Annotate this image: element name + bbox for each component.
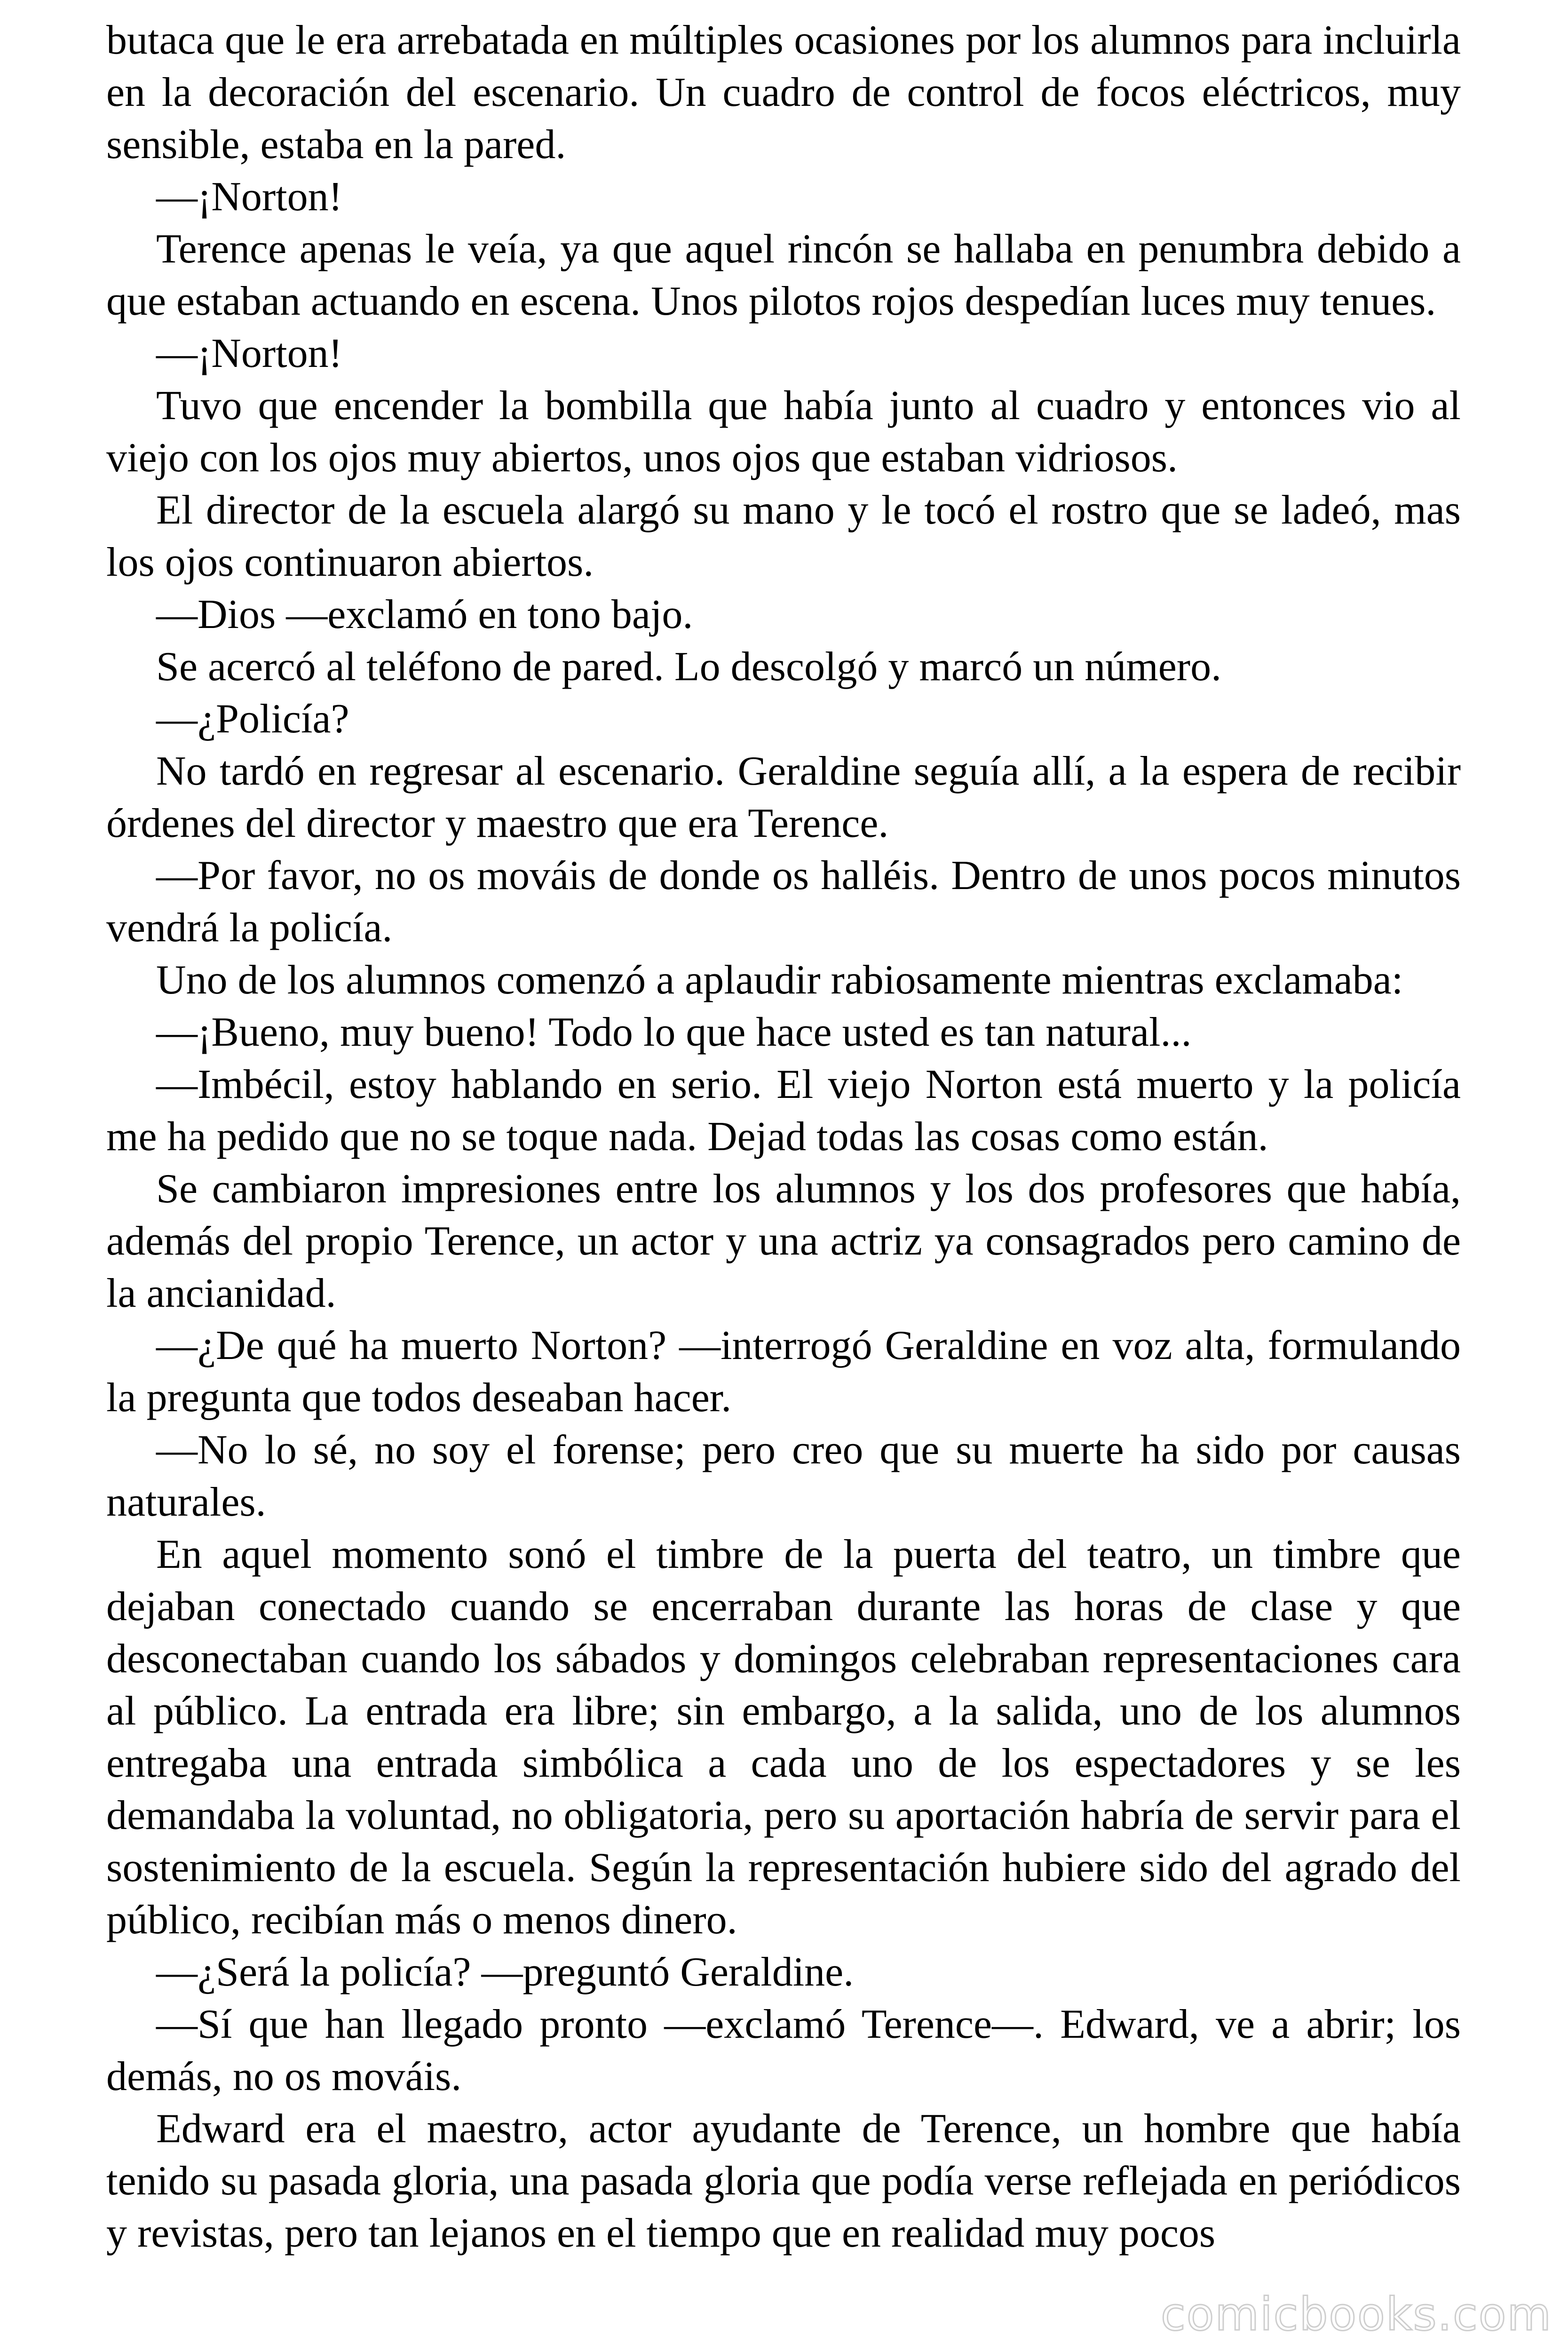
paragraph: Se acercó al teléfono de pared. Lo descolgó y marcó un número. [156,644,1222,690]
paragraph: —¡Bueno, muy bueno! Todo lo que hace usted es tan natural... [156,1009,1192,1055]
paragraph: Tuvo que encender la bombilla que había junto al cuadro y entonces vio al viejo con los ojos muy abiertos, unos ojos que estaban vidriosos. [106,383,1461,481]
paragraph: —Sí que han llegado pronto —exclamó Terence—. Edward, ve a abrir; los demás, no os mováis. [106,2002,1461,2099]
paragraph: En aquel momento sonó el timbre de la puerta del teatro, un timbre que dejaban conectado cuando se encerraban durante las horas de clase y que desconectaban cuando los sábados y domingos celebraban representaciones cara al público. La entrada era libre; sin embargo, a la salida, uno de los alumnos entregaba una entrada simbólica a cada uno de los espectadores y se les demandaba la voluntad, no obligatoria, pero su aportación habría de servir para el sostenimiento de la escuela. Según la representación hubiere sido del agrado del público, recibían más o menos dinero. [106,1532,1461,1943]
paragraph: —Imbécil, estoy hablando en serio. El viejo Norton está muerto y la policía me ha pedido que no se toque nada. Dejad todas las cosas como están. [106,1062,1461,1160]
paragraph: No tardó en regresar al escenario. Geraldine seguía allí, a la espera de recibir órdenes del director y maestro que era Terence. [106,748,1461,846]
paragraph: —¿De qué ha muerto Norton? —interrogó Geraldine en voz alta, formulando la pregunta que todos deseaban hacer. [106,1323,1461,1421]
paragraph: Edward era el maestro, actor ayudante de Terence, un hombre que había tenido su pasada gloria, una pasada gloria que podía verse reflejada en periódicos y revistas, pero tan lejanos en el tiempo que en realidad muy pocos [106,2106,1461,2256]
paragraph: Terence apenas le veía, ya que aquel rincón se hallaba en penumbra debido a que estaban actuando en escena. Unos pilotos rojos despedían luces muy tenues. [106,226,1461,324]
paragraph: —¿Policía? [156,696,349,742]
paragraph: —¡Norton! [156,331,342,376]
paragraph: butaca que le era arrebatada en múltiples ocasiones por los alumnos para incluirla en la decoración del escenario. Un cuadro de control de focos eléctricos, muy sensible, estaba en la pared. [106,17,1461,167]
paragraph: —Dios —exclamó en tono bajo. [156,592,693,637]
paragraph: —No lo sé, no soy el forense; pero creo que su muerte ha sido por causas naturales. [106,1427,1461,1525]
paragraph: Uno de los alumnos comenzó a aplaudir rabiosamente mientras exclamaba: [156,957,1403,1003]
watermark-logo: comicbooks.com [1160,2288,1552,2341]
paragraph: El director de la escuela alargó su mano y le tocó el rostro que se ladeó, mas los ojos continuaron abiertos. [106,487,1461,585]
paragraph: Se cambiaron impresiones entre los alumnos y los dos profesores que había, además del propio Terence, un actor y una actriz ya consagrados pero camino de la ancianidad. [106,1166,1461,1316]
paragraph: —¿Será la policía? —preguntó Geraldine. [156,1949,854,1995]
paragraph: —¡Norton! [156,174,342,220]
book-page-text [106,14,1461,2259]
paragraph: —Por favor, no os mováis de donde os halléis. Dentro de unos pocos minutos vendrá la policía. [106,853,1461,951]
